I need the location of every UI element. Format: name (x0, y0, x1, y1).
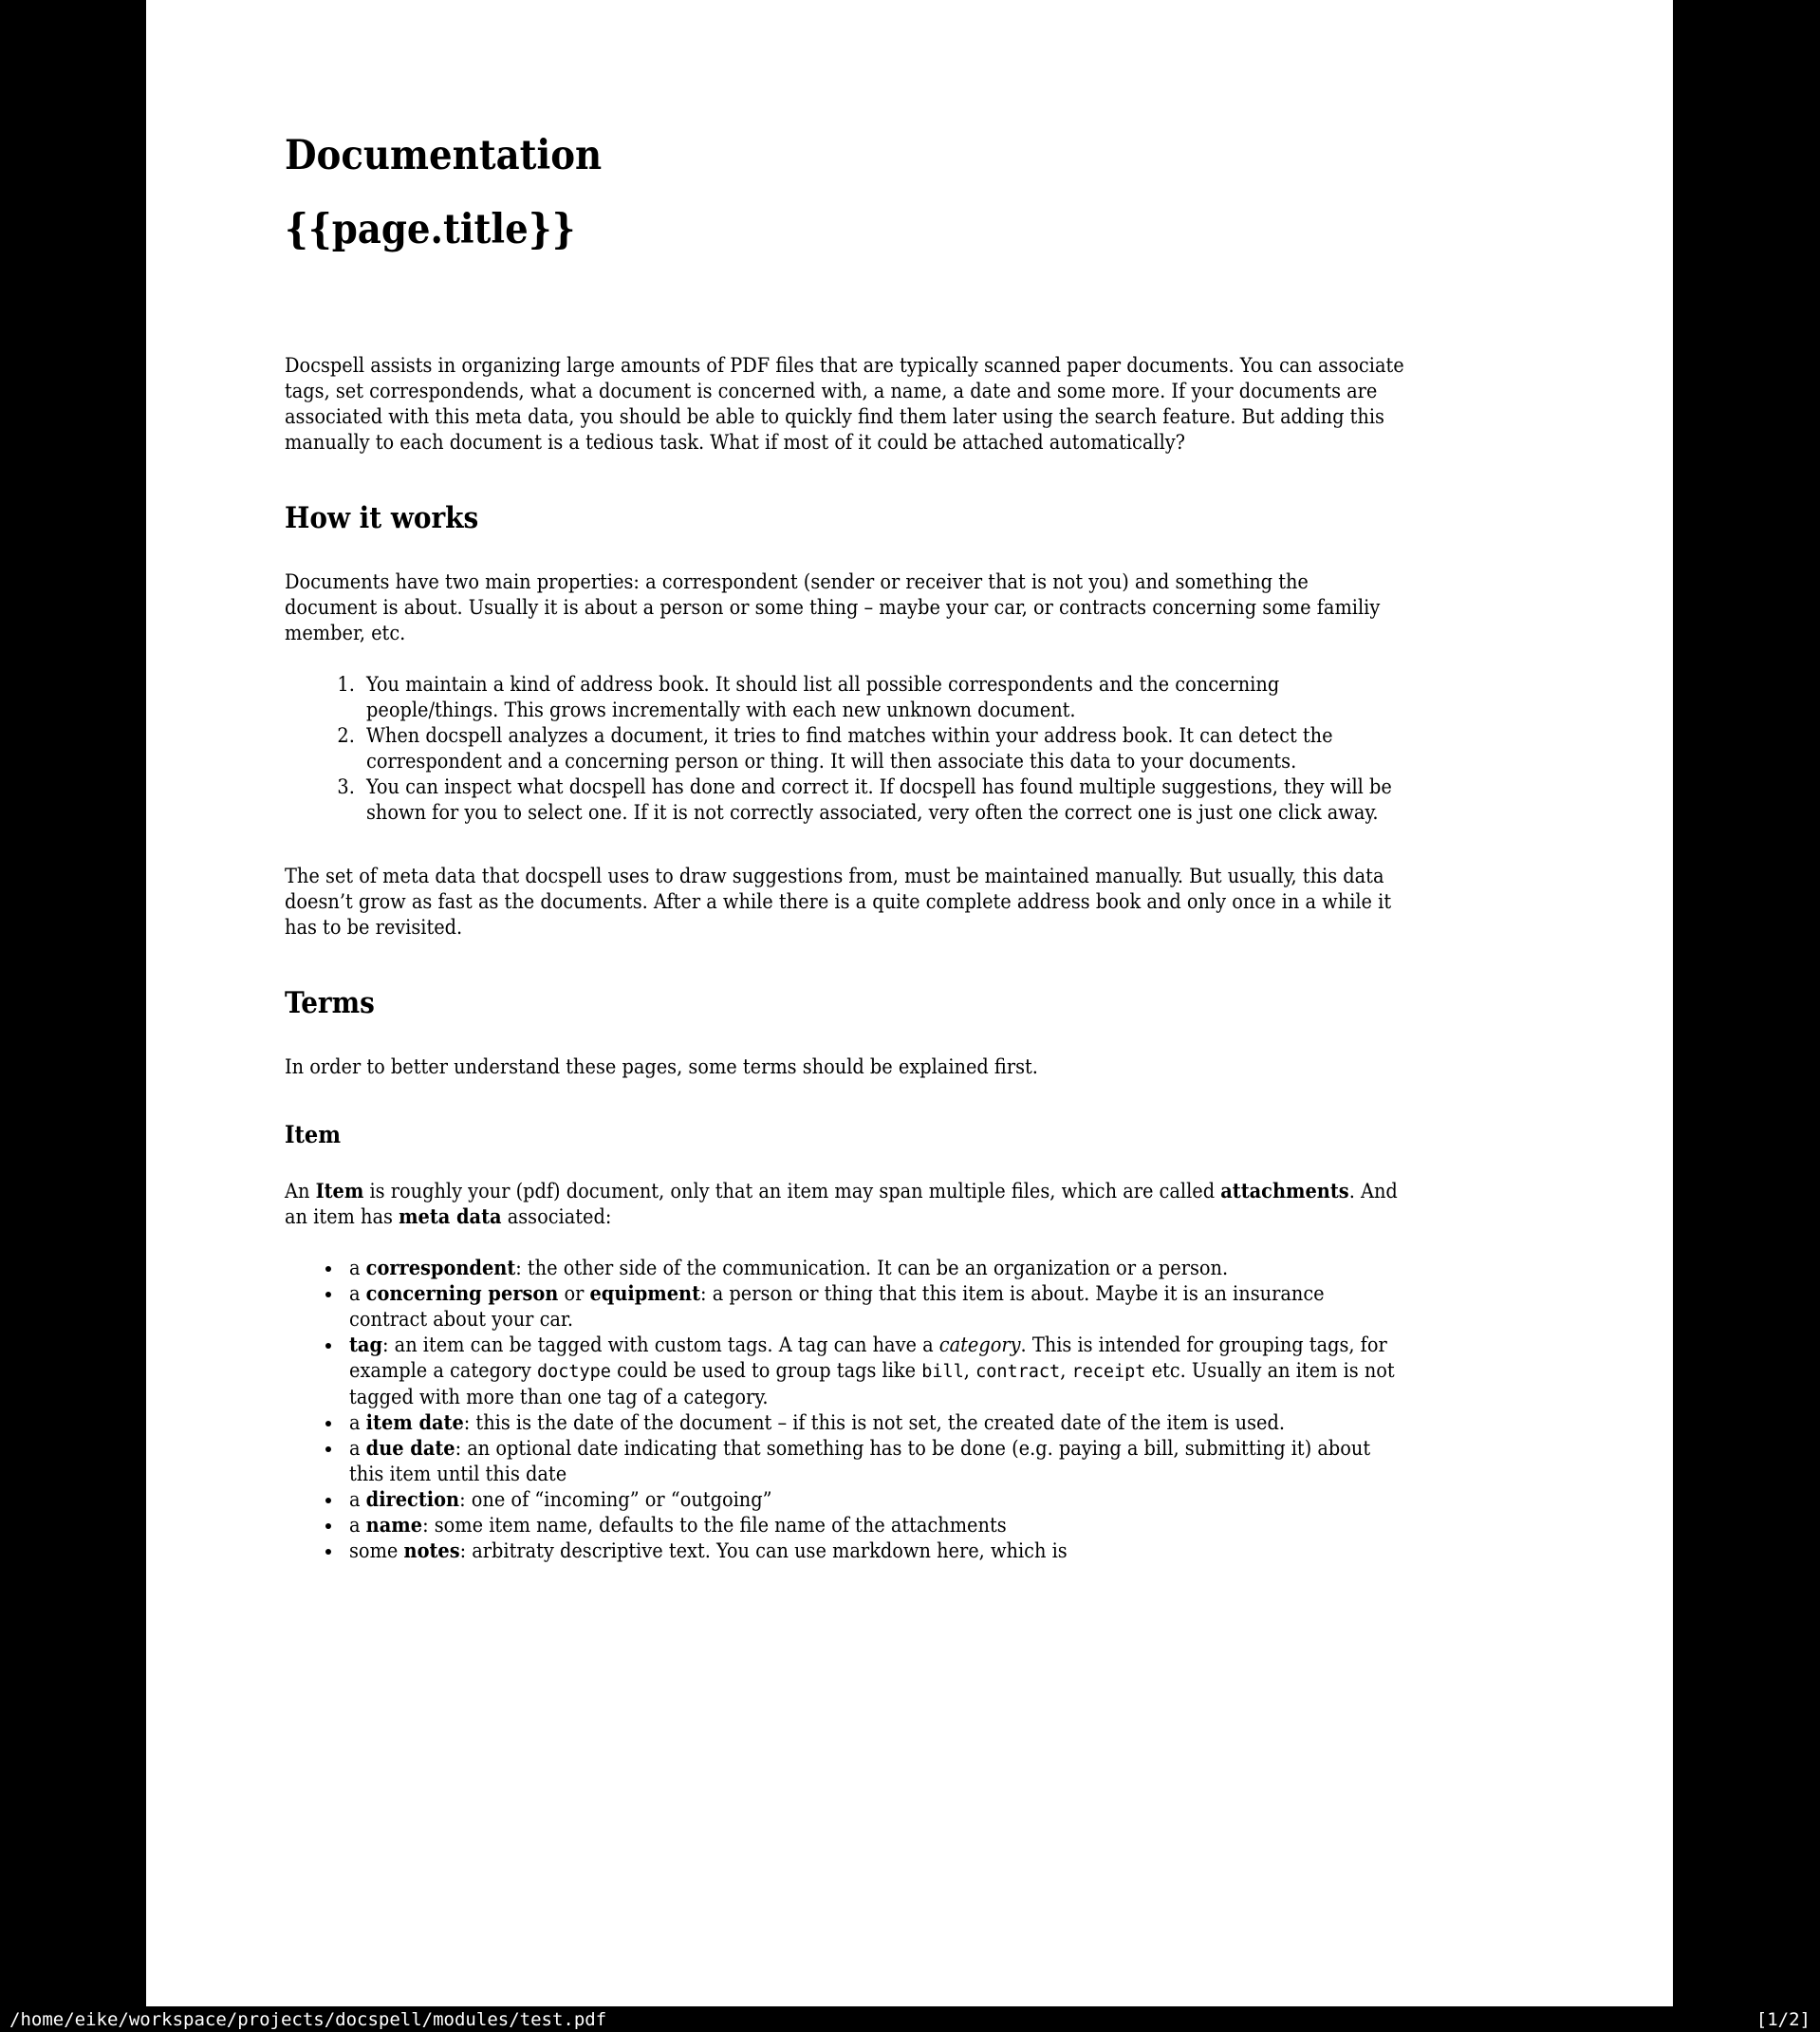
text-run: some (349, 1539, 404, 1563)
ordered-list (285, 672, 1404, 826)
text-run: The set of meta data that docspell uses to draw suggestions from, must be maintained manually. But usually, this data doesn’t grow as fast as the documents. After a while there is a quite complete address book and only once in a while it has to be revisited. (285, 865, 1392, 940)
text-run: . This is intended for grouping tags, for example a category (349, 1333, 1387, 1383)
bold-text: item date (365, 1411, 464, 1435)
text-run: a (349, 1282, 366, 1306)
pdf-page-canvas[interactable] (146, 0, 1673, 2006)
text-run: : an item can be tagged with custom tags. A tag can have a (382, 1333, 939, 1357)
text-run: Documents have two main properties: a correspondent (sender or receiver that is not you) and something the document is about. Usually it is about a person or some thing – maybe your car, or contracts concerning some familiy member, etc. (285, 570, 1381, 645)
text-run: You maintain a kind of address book. It should list all possible correspondents and the concerning people/things. This grows incrementally with each new unknown document. (366, 673, 1280, 722)
text-run: or (558, 1282, 590, 1306)
text-run: An (285, 1180, 316, 1203)
text-run: etc. Usually an item is not tagged with more than one tag of a category. (349, 1359, 1395, 1409)
text-run: : this is the date of the document – if this is not set, the created date of the item is used. (463, 1411, 1285, 1435)
text-run: Docspell assists in organizing large amounts of PDF files that are typically scanned paper documents. You can associate tags, set correspondends, what a document is concerned with, a name, a date and some more. If your documents are associated with this meta data, you should be able to quickly find them later using the search feature. But adding this manually to each document is a tedious task. What if most of it could be attached automatically? (285, 354, 1404, 455)
text-run: : an optional date indicating that something has to be done (e.g. paying a bill, submitting it) about this item until this date (349, 1437, 1371, 1486)
italic-text: category (938, 1333, 1021, 1357)
bold-text: due date (365, 1437, 455, 1461)
text-run: a (349, 1411, 366, 1435)
list-item (344, 1436, 1404, 1487)
list-item (344, 1410, 1404, 1436)
paragraph (285, 569, 1404, 646)
bold-text: equipment (589, 1282, 701, 1306)
list-item (344, 1487, 1404, 1513)
text-run: You can inspect what docspell has done and correct it. If docspell has found multiple suggestions, they will be shown for you to select one. If it is not correctly associated, very often the correct one is just one click away. (366, 775, 1392, 825)
heading-h2: Terms (285, 986, 375, 1020)
inline-code: contract (975, 1362, 1061, 1382)
inline-code: bill (921, 1362, 964, 1382)
text-run: : one of “incoming” or “outgoing” (459, 1488, 772, 1512)
text-run: a (349, 1257, 366, 1280)
heading-h1: {{page.title}} (285, 206, 576, 253)
paragraph (285, 864, 1404, 941)
status-file-path: /home/eike/workspace/projects/docspell/modules/test.pdf (9, 2008, 607, 2030)
list-item (361, 723, 1404, 774)
bold-text: Item (315, 1180, 364, 1203)
bold-text: correspondent (365, 1257, 516, 1280)
text-run: associated: (501, 1205, 612, 1229)
bold-text: concerning person (365, 1282, 559, 1306)
text-run: , (963, 1359, 976, 1383)
list-item (361, 672, 1404, 723)
text-run: could be used to group tags like (610, 1359, 922, 1383)
text-run: In order to better understand these pages, some terms should be explained first. (285, 1055, 1038, 1079)
text-run: : some item name, defaults to the file name of the attachments (422, 1514, 1007, 1538)
text-run: . And an item has (285, 1180, 1398, 1229)
status-page-indicator: [1/2] (1755, 2008, 1811, 2030)
bold-text: name (365, 1514, 423, 1538)
text-run: a (349, 1514, 366, 1538)
status-bar (0, 2006, 1820, 2032)
text-run: : arbitraty descriptive text. You can use markdown here, which is (459, 1539, 1068, 1563)
bullet-list (285, 1256, 1404, 1564)
bold-text: attachments (1220, 1180, 1349, 1203)
text-run: a (349, 1488, 366, 1512)
document-content (146, 0, 1673, 1564)
heading-h3: Item (285, 1121, 342, 1148)
inline-code: receipt (1071, 1362, 1146, 1382)
bold-text: meta data (399, 1205, 502, 1229)
text-run: : the other side of the communication. It can be an organization or a person. (515, 1257, 1229, 1280)
heading-h2: How it works (285, 501, 479, 535)
text-run: When docspell analyzes a document, it tries to find matches within your address book. It can detect the correspondent and a concerning person or thing. It will then associate this data to your documents. (366, 724, 1333, 774)
text-run: a (349, 1437, 366, 1461)
list-item (361, 774, 1404, 826)
text-run: , (1060, 1359, 1072, 1383)
list-item (344, 1513, 1404, 1538)
list-item (344, 1538, 1404, 1564)
paragraph (285, 353, 1404, 456)
list-item (344, 1333, 1404, 1410)
paragraph (285, 1054, 1404, 1080)
text-run: : a person or thing that this item is about. Maybe it is an insurance contract about your car. (349, 1282, 1325, 1332)
list-item (344, 1281, 1404, 1333)
inline-code: doctype (536, 1362, 611, 1382)
list-item (344, 1256, 1404, 1281)
heading-h1: Documentation (285, 132, 603, 179)
bold-text: notes (403, 1539, 460, 1563)
text-run: is roughly your (pdf) document, only that an item may span multiple files, which are called (363, 1180, 1221, 1203)
bold-text: direction (365, 1488, 460, 1512)
paragraph (285, 1179, 1404, 1230)
bold-text: tag (349, 1333, 382, 1357)
